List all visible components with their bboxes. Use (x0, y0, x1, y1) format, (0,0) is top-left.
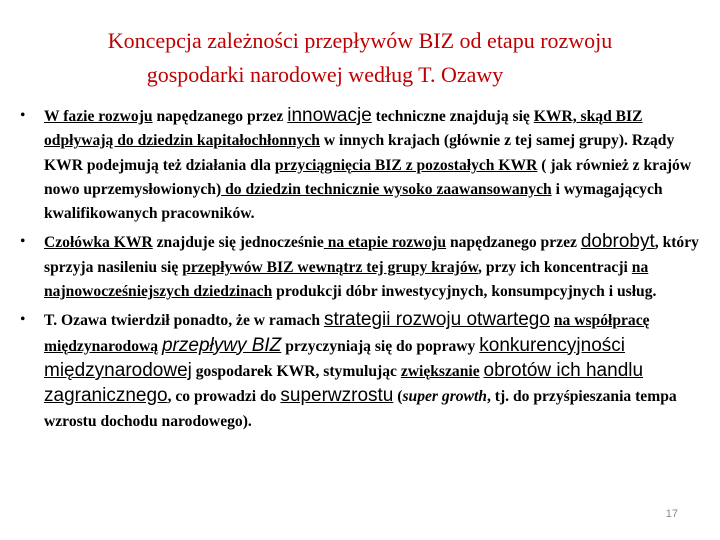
text-run: ( jak również z krajów nowo uprzemysłowionych) (44, 156, 692, 198)
text-run: produkcji dóbr inwestycyjnych, konsumpcyjnych i usług. (272, 283, 657, 301)
bullet-marker: • (20, 107, 26, 124)
text-run: w innych krajach (głównie z tej samej grupy). Rządy KWR podejmują też działania dla (44, 132, 675, 174)
bullet-item-3 (18, 308, 708, 433)
emphasis-fdi-flows: przepływy BIZ (161, 334, 282, 356)
emphasis-prosperity: dobrobyt (580, 231, 655, 253)
text-run: , co prowadzi do (167, 388, 281, 406)
text-run: przepływów BIZ wewnątrz tej grupy krajów (182, 258, 479, 276)
text-run: techniczne znajdują się (371, 108, 534, 125)
text-run: T. Ozawa twierdził ponadto, że w ramach (44, 312, 324, 330)
title-line-2: gospodarki narodowej według T. Ozawy (146, 62, 504, 87)
bullet-item-2 (18, 230, 708, 304)
text-run: na najnowocześniejszych dziedzinach (44, 258, 649, 301)
text-run: , tj. do przyśpieszania tempa wzrostu dochodu narodowego). (44, 388, 677, 430)
text-run: W fazie rozwoju (44, 108, 153, 125)
bullet-item-1 (18, 104, 708, 226)
text-run: na współpracę międzynarodową (44, 312, 650, 355)
text-run: przyciągnięcia BIZ z pozostałych KWR (274, 156, 538, 174)
text-run: przyczyniają się do poprawy (281, 337, 480, 355)
text-run: napędzanego przez (446, 234, 581, 252)
text-run: napędzanego przez (152, 108, 288, 125)
emphasis-supergrowth: superwzrostu (280, 385, 394, 407)
emphasis-competitiveness: konkurencyjności międzynarodowej (44, 334, 625, 381)
text-run: super growth (402, 388, 487, 406)
page-number: 17 (665, 508, 678, 520)
text-run: i wymagających kwalifikowanych pracowników. (44, 180, 663, 223)
text-run: Czołówka KWR (44, 234, 153, 252)
emphasis-innovations: innowacje (287, 105, 372, 126)
text-run: znajduje się jednocześnie (152, 234, 324, 252)
title-line-1: Koncepcja zależności przepływów BIZ od etapu rozwoju (107, 28, 613, 53)
slide-title (0, 24, 720, 92)
emphasis-open-strategy: strategii rozwoju otwartego (323, 309, 550, 331)
text-run: zwiększanie (400, 362, 480, 380)
text-run: do dziedzin technicznie wysoko zaawansowanych (221, 180, 552, 198)
text-run: gospodarek KWR, stymulując (191, 362, 401, 380)
emphasis-trade-turnover: obrotów ich handlu zagranicznego (44, 359, 644, 407)
text-run: , przy ich koncentracji (478, 258, 632, 276)
bullet-marker: • (20, 233, 26, 251)
text-run: ( (393, 388, 403, 406)
text-run: , który sprzyja nasileniu się (44, 234, 699, 276)
text-run: KWR, skąd BIZ odpływają do dziedzin kapitałochłonnych (44, 108, 643, 150)
bullet-marker: • (20, 311, 26, 329)
bullet-list (18, 104, 708, 438)
text-run: na etapie rozwoju (323, 234, 447, 252)
